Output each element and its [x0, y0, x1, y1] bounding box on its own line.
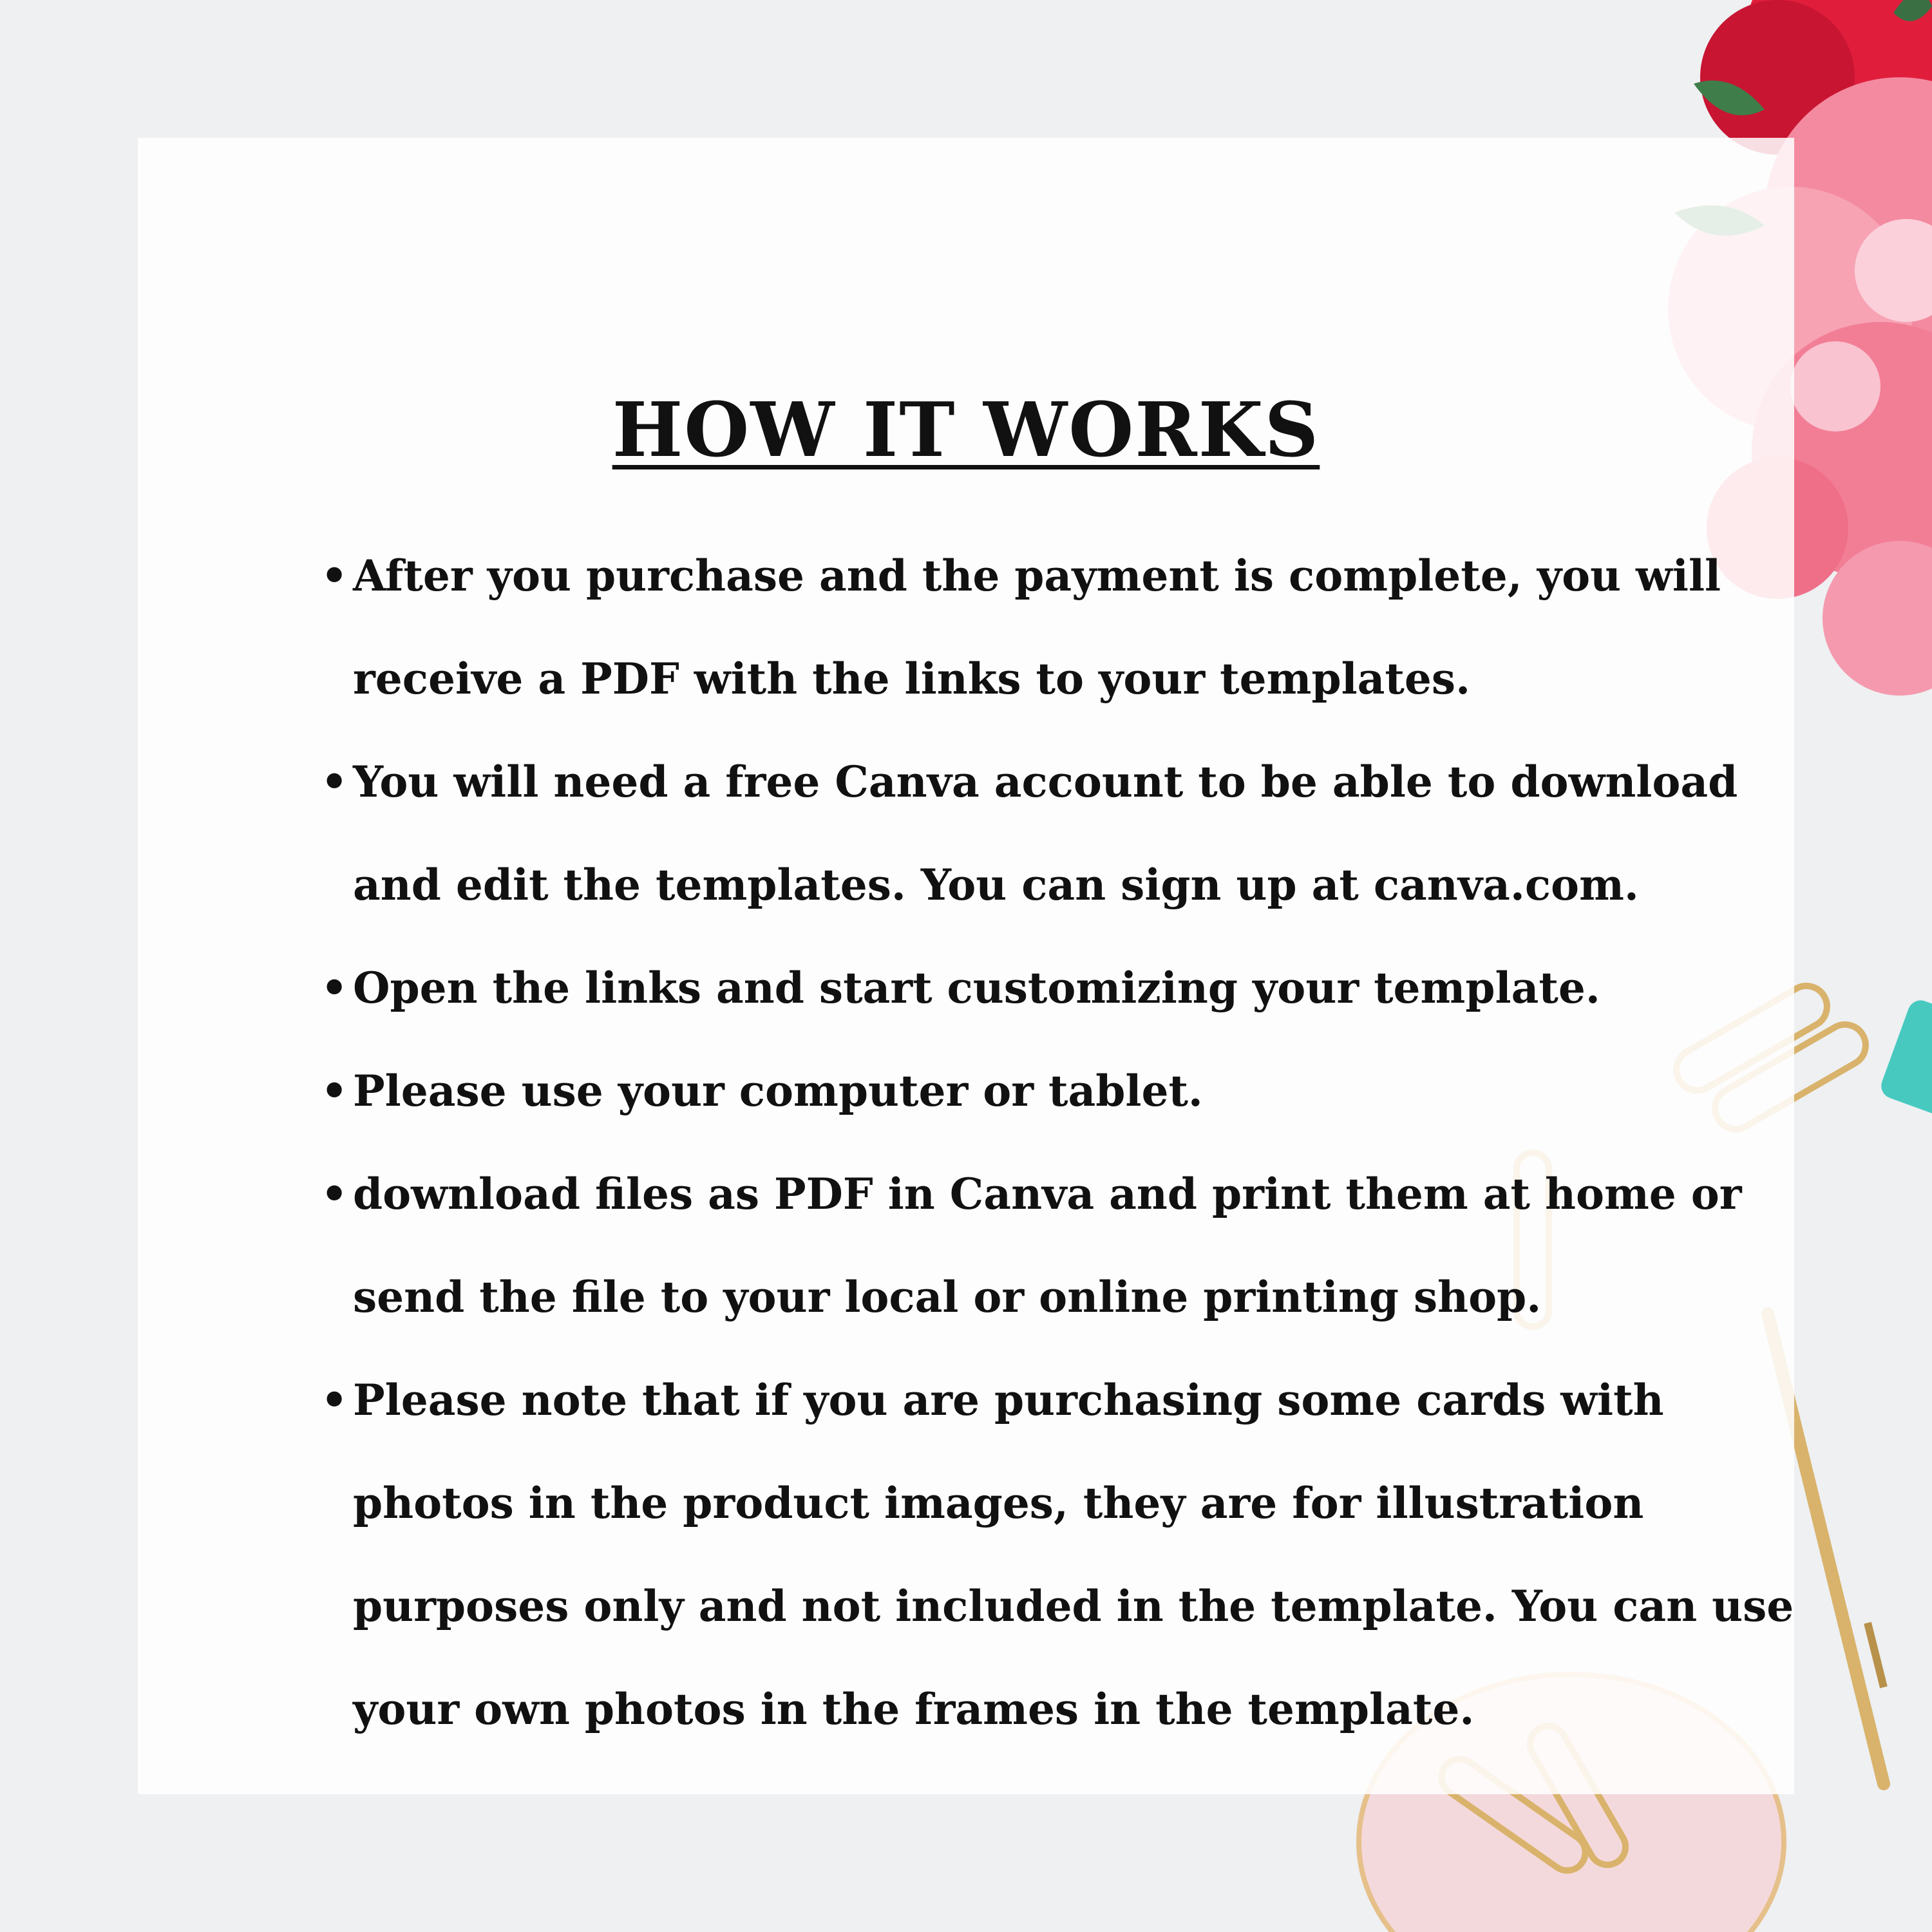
instructions-panel: [138, 138, 1794, 1794]
teal-object: [1878, 997, 1932, 1120]
step-text: You will need a free Canva account to be able to download and edit the templates. You can sign up at canva.com.: [353, 757, 1738, 910]
step-text: download files as PDF in Canva and print them at home or send the file to your local or online printing shop.: [353, 1169, 1742, 1322]
bullet-icon: •: [321, 1066, 348, 1116]
bullet-icon: •: [321, 551, 348, 601]
bullet-icon: •: [321, 963, 348, 1013]
list-item: [321, 730, 1808, 936]
list-item: [321, 1142, 1808, 1349]
page-title: HOW IT WORKS: [612, 386, 1320, 474]
step-text: Please note that if you are purchasing some cards with photos in the product images, they are for illustration purposes only and not included in the template. You can use your own photos in the frames in the template.: [353, 1375, 1794, 1734]
bullet-icon: •: [321, 757, 348, 807]
list-item: [321, 1039, 1808, 1142]
step-text: Open the links and start customizing your template.: [353, 963, 1600, 1013]
bullet-icon: •: [321, 1375, 348, 1425]
list-item: [321, 1349, 1808, 1761]
step-text: Please use your computer or tablet.: [353, 1066, 1203, 1116]
step-text: After you purchase and the payment is complete, you will receive a PDF with the links to your templates.: [353, 551, 1721, 704]
list-item: [321, 936, 1808, 1039]
bullet-icon: •: [321, 1169, 348, 1219]
list-item: [321, 524, 1808, 730]
steps-list: [321, 524, 1808, 1761]
